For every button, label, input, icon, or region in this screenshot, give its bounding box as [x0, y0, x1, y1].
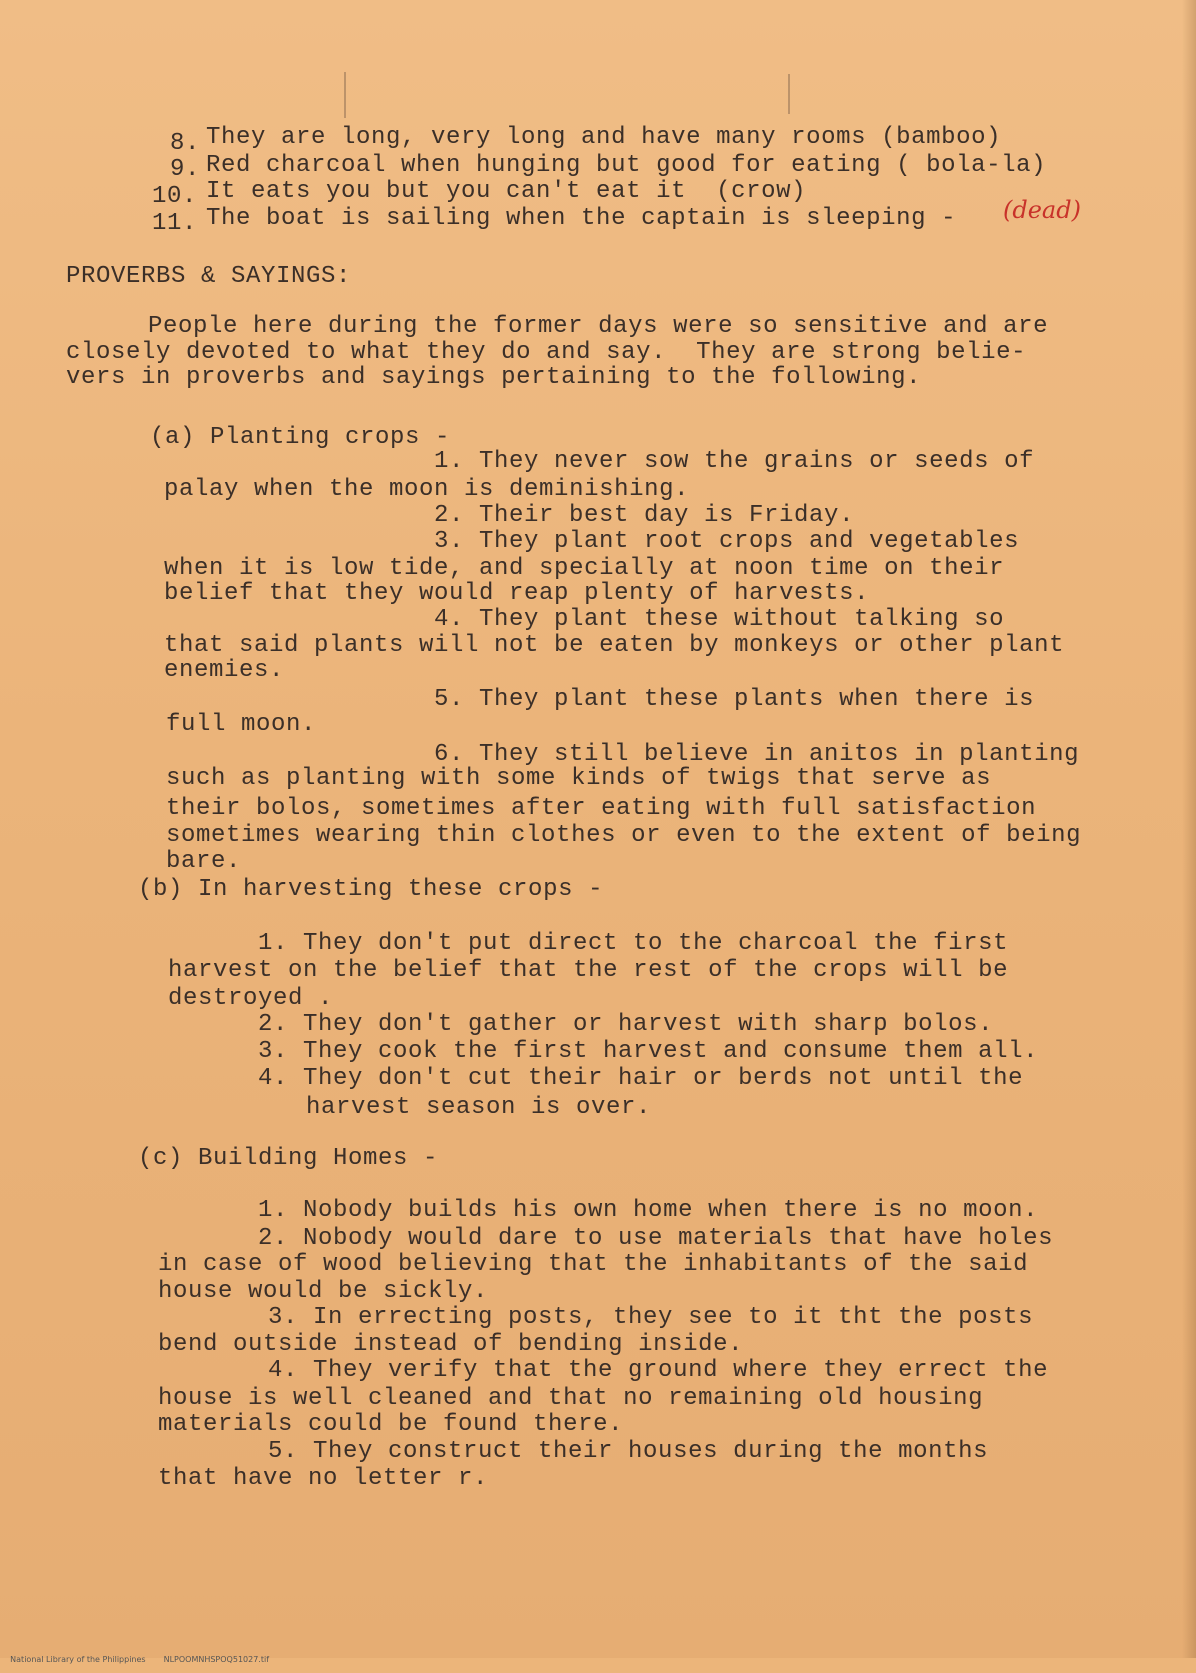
planting-line: 6. They still believe in anitos in planting	[434, 741, 1080, 768]
riddle-number: 11.	[152, 210, 198, 237]
riddle-answer-handwritten-annotation: (dead)	[1003, 196, 1081, 224]
planting-line: 2. Their best day is Friday.	[434, 502, 855, 529]
building-line: 1. Nobody builds his own home when there is no moon.	[258, 1197, 1039, 1224]
intro-line: People here during the former days were so sensitive and are	[148, 313, 1049, 340]
planting-line: bare.	[166, 848, 242, 875]
footer-filename: NLPOOMNHSPOQ51027.tif	[163, 1655, 270, 1664]
paper-fold-mark-left	[344, 72, 346, 118]
harvesting-line: 1. They don't put direct to the charcoal the first	[258, 930, 1009, 957]
harvesting-heading: (b) In harvesting these crops -	[138, 876, 604, 903]
building-line: that have no letter r.	[158, 1465, 489, 1492]
intro-line: vers in proverbs and sayings pertaining to the following.	[66, 364, 922, 391]
riddle-number: 9.	[170, 156, 201, 183]
planting-line: 3. They plant root crops and vegetables	[434, 528, 1020, 555]
harvesting-line: harvest season is over.	[306, 1094, 652, 1121]
riddle-number: 8.	[170, 130, 201, 157]
building-line: materials could be found there.	[158, 1411, 624, 1438]
paper-fold-mark-right	[788, 74, 790, 114]
harvesting-line: 2. They don't gather or harvest with sharp bolos.	[258, 1011, 994, 1038]
scan-footer	[0, 1646, 287, 1673]
riddle-text: They are long, very long and have many rooms (bamboo)	[206, 124, 1002, 151]
section-heading: PROVERBS & SAYINGS:	[66, 263, 352, 290]
planting-line: full moon.	[166, 711, 317, 738]
planting-line: 4. They plant these without talking so	[434, 606, 1005, 633]
harvesting-line: 3. They cook the first harvest and consume them all.	[258, 1038, 1039, 1065]
building-heading: (c) Building Homes -	[138, 1145, 439, 1172]
harvesting-line: destroyed .	[168, 985, 334, 1012]
footer-institution: National Library of the Philippines	[10, 1655, 146, 1664]
harvesting-line: 4. They don't cut their hair or berds not until the	[258, 1065, 1024, 1092]
building-line: 5. They construct their houses during the months	[268, 1438, 989, 1465]
building-line: house would be sickly.	[158, 1278, 489, 1305]
planting-line: 1. They never sow the grains or seeds of	[434, 448, 1035, 475]
planting-line: 5. They plant these plants when there is	[434, 686, 1035, 713]
riddle-number: 10.	[152, 183, 198, 210]
building-line: house is well cleaned and that no remaining old housing	[158, 1385, 984, 1412]
planting-line: that said plants will not be eaten by monkeys or other plant	[164, 632, 1065, 659]
building-line: 3. In errecting posts, they see to it tht the posts	[268, 1304, 1034, 1331]
planting-line: palay when the moon is deminishing.	[164, 476, 690, 503]
riddle-text: It eats you but you can't eat it (crow)	[206, 178, 807, 205]
planting-line: when it is low tide, and specially at noon time on their	[164, 555, 1005, 582]
intro-line: closely devoted to what they do and say. They are strong belie-	[66, 339, 1027, 366]
planting-line: belief that they would reap plenty of harvests.	[164, 580, 870, 607]
harvesting-line: harvest on the belief that the rest of the crops will be	[168, 957, 1009, 984]
planting-line: enemies.	[164, 657, 285, 684]
planting-line: their bolos, sometimes after eating with full satisfaction	[166, 795, 1037, 822]
scanned-paper-edge-shadow	[1182, 0, 1196, 1658]
planting-heading: (a) Planting crops -	[150, 424, 451, 451]
riddle-text: Red charcoal when hunging but good for eating ( bola-la)	[206, 152, 1047, 179]
riddle-text: The boat is sailing when the captain is sleeping -	[206, 205, 957, 232]
building-line: 2. Nobody would dare to use materials that have holes	[258, 1225, 1054, 1252]
planting-line: such as planting with some kinds of twigs that serve as	[166, 765, 992, 792]
building-line: 4. They verify that the ground where they errect the	[268, 1357, 1049, 1384]
building-line: in case of wood believing that the inhabitants of the said	[158, 1251, 1029, 1278]
planting-line: sometimes wearing thin clothes or even to the extent of being	[166, 822, 1082, 849]
building-line: bend outside instead of bending inside.	[158, 1331, 744, 1358]
